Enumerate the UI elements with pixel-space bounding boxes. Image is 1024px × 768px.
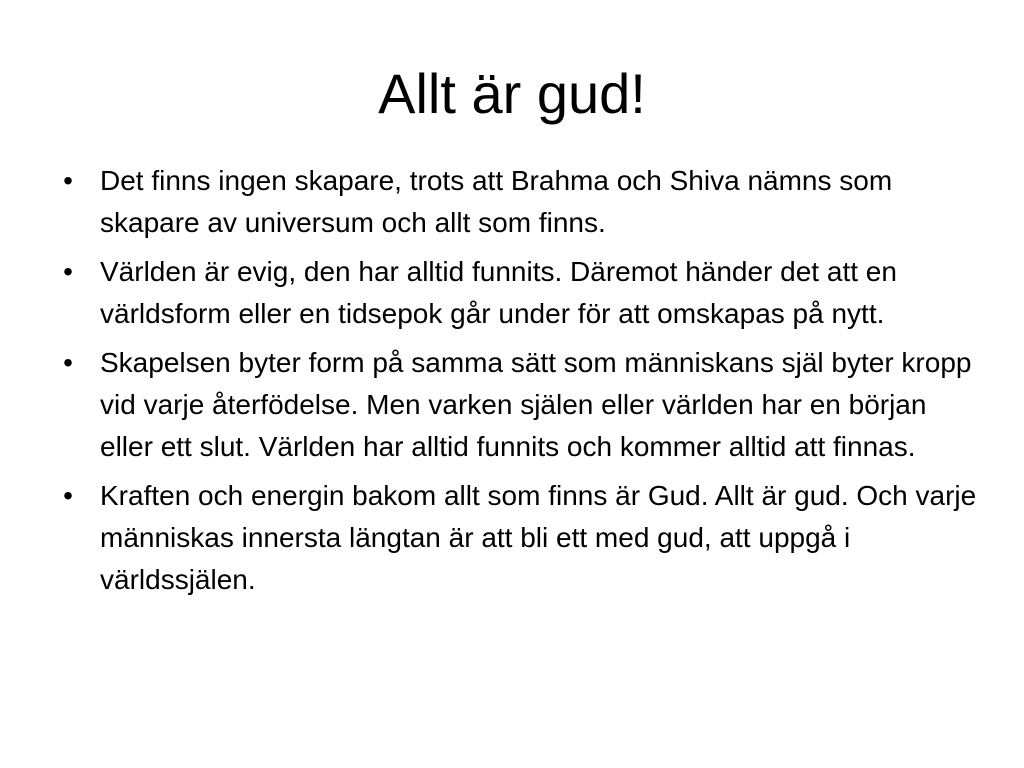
bullet-text: Kraften och energin bakom allt som finns är Gud. Allt är gud. Och varje människas innersta längtan är att bli ett med gud, att uppgå i världssjälen.: [100, 480, 977, 595]
bullet-list: [58, 160, 978, 608]
bullet-item: [58, 160, 978, 244]
bullet-dot-icon: •: [63, 347, 73, 378]
slide-title: Allt är gud!: [378, 62, 646, 125]
bullet-item: [58, 342, 978, 468]
bullet-text: Det finns ingen skapare, trots att Brahma och Shiva nämns som skapare av universum och allt som finns.: [100, 165, 893, 238]
bullet-dot-icon: •: [63, 256, 73, 287]
bullet-dot-icon: •: [63, 165, 73, 196]
bullet-item: [58, 251, 978, 335]
bullet-dot-icon: •: [63, 480, 73, 511]
bullet-text: Världen är evig, den har alltid funnits. Däremot händer det att en världsform eller en tidsepok går under för att omskapas på nytt.: [100, 256, 897, 329]
bullet-item: [58, 475, 978, 601]
bullet-text: Skapelsen byter form på samma sätt som människans själ byter kropp vid varje återfödelse. Men varken själen eller världen har en början eller ett slut. Världen har alltid funnits och kommer alltid att finnas.: [100, 347, 972, 462]
